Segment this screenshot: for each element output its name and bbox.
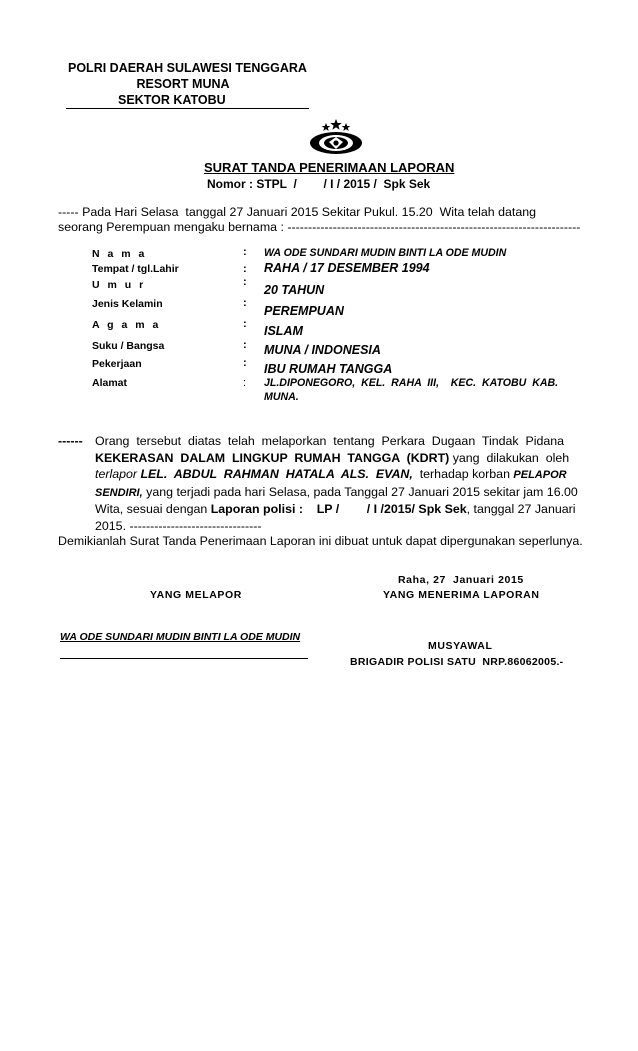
header-line-3: SEKTOR KATOBU (118, 93, 226, 107)
field-value-alamat-line-2: MUNA. (264, 391, 299, 403)
field-value-suku-bangsa: MUNA / INDONESIA (264, 343, 381, 357)
field-colon: : (243, 263, 247, 275)
report-dash: ------ (58, 434, 83, 448)
reporter-signature-line (60, 658, 308, 659)
police-emblem-icon (302, 118, 370, 156)
receiver-role: YANG MENERIMA LAPORAN (383, 589, 540, 601)
report-line-2 (95, 450, 592, 467)
field-value-agama: ISLAM (264, 324, 303, 338)
receiver-rank-nrp: BRIGADIR POLISI SATU NRP.86062005.- (350, 656, 564, 668)
field-colon: : (243, 318, 247, 330)
report-line-5-a: Wita, sesuai dengan (95, 502, 211, 516)
field-colon: : (243, 297, 247, 309)
report-line-5 (95, 501, 592, 518)
field-value-umur: 20 TAHUN (264, 283, 325, 297)
report-terlapor-label: terlapor (95, 467, 138, 481)
field-label-agama: A g a m a (92, 319, 161, 331)
field-colon: : (243, 276, 247, 288)
report-line-2-rest: yang dilakukan oleh (449, 450, 570, 465)
report-case-type: KEKERASAN DALAM LINGKUP RUMAH TANGGA (KDRT) (95, 450, 450, 465)
field-value-alamat-line-1: JL.DIPONEGORO, KEL. RAHA III, KEC. KATOBU KAB. (264, 377, 559, 389)
receiver-name: MUSYAWAL (428, 640, 493, 652)
report-line-3 (95, 466, 592, 484)
field-colon: : (243, 377, 247, 389)
field-value-pekerjaan: IBU RUMAH TANGGA (264, 362, 393, 376)
field-label-nama: N a m a (92, 248, 147, 260)
document-number: Nomor : STPL / / I / 2015 / Spk Sek (207, 177, 431, 191)
report-line-3-rest: terhadap korban (412, 467, 514, 481)
report-line-4-rest: yang terjadi pada hari Selasa, pada Tanggal 27 Januari 2015 sekitar jam 16.00 (142, 484, 578, 499)
header-underline (66, 108, 309, 109)
field-colon: : (243, 339, 247, 351)
report-victim-label: PELAPOR (513, 469, 567, 481)
intro-line-1: ----- Pada Hari Selasa tanggal 27 Januari 2015 Sekitar Pukul. 15.20 Wita telah datang (58, 205, 537, 219)
closing-statement: Demikianlah Surat Tanda Penerimaan Laporan ini dibuat untuk dapat dipergunakan seperlunya. (58, 534, 583, 548)
report-line-5-rest: , tanggal 27 Januari (466, 502, 576, 516)
report-police-report-number: Laporan polisi : LP / / I /2015/ Spk Sek (210, 502, 467, 516)
field-value-jenis-kelamin: PEREMPUAN (264, 304, 344, 318)
report-victim-self: SENDIRI, (95, 486, 143, 499)
field-label-jenis-kelamin: Jenis Kelamin (92, 298, 163, 310)
received-place-date: Raha, 27 Januari 2015 (398, 574, 524, 586)
report-paragraph (95, 433, 592, 534)
field-colon: : (243, 357, 247, 369)
intro-line-2: seorang Perempuan mengaku bernama : ----------------------------------------------------------------------- (58, 220, 581, 234)
document-title: SURAT TANDA PENERIMAAN LAPORAN (204, 160, 455, 175)
field-label-umur: U m u r (92, 279, 146, 291)
report-line-4 (95, 484, 592, 502)
field-value-tempat-tgl-lahir: RAHA / 17 DESEMBER 1994 (264, 261, 430, 275)
field-label-alamat: Alamat (92, 377, 128, 389)
report-line-1: Orang tersebut diatas telah melaporkan tentang Perkara Dugaan Tindak Pidana (95, 434, 565, 448)
report-suspect-name: LEL. ABDUL RAHMAN HATALA ALS. EVAN, (140, 467, 413, 481)
field-value-nama: WA ODE SUNDARI MUDIN BINTI LA ODE MUDIN (264, 247, 507, 259)
field-colon: : (243, 246, 247, 258)
reporter-role: YANG MELAPOR (150, 589, 242, 601)
field-label-suku-bangsa: Suku / Bangsa (92, 340, 165, 352)
report-line-6: 2015. -------------------------------- (95, 518, 262, 533)
reporter-name: WA ODE SUNDARI MUDIN BINTI LA ODE MUDIN (60, 631, 301, 643)
field-label-pekerjaan: Pekerjaan (92, 358, 142, 370)
field-label-tempat-tgl-lahir: Tempat / tgl.Lahir (92, 263, 179, 275)
header-line-2: RESORT MUNA (136, 77, 230, 91)
header-line-1: POLRI DAERAH SULAWESI TENGGARA (68, 61, 307, 75)
